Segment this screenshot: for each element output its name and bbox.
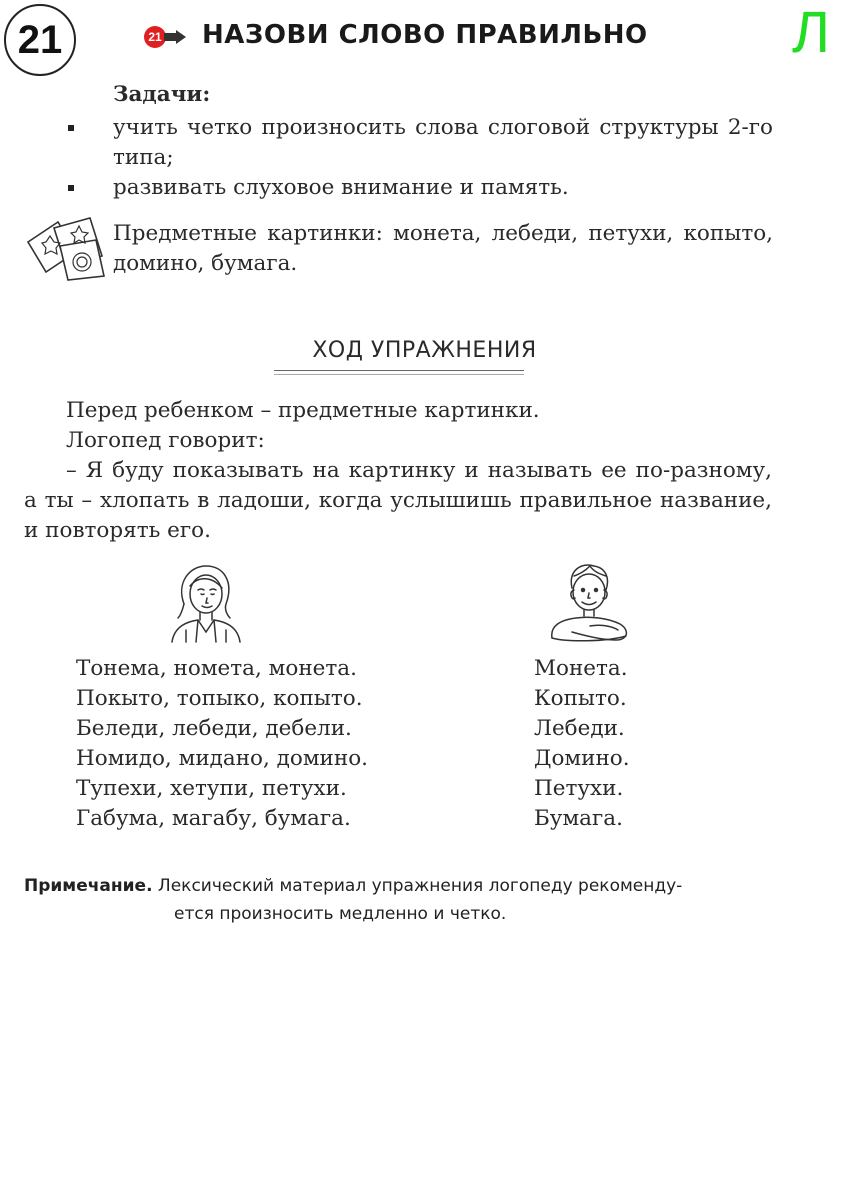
materials-text: Предметные картинки: монета, лебеди, петухи, копыто, домино, бумага. [113,221,773,276]
word-line: Тонема, номета, монета. [76,656,357,681]
exercise-badge [144,26,188,48]
word-line: Лебеди. [534,716,625,741]
note-label: Примечание. [24,876,153,896]
child-words [534,654,630,834]
paragraph: – Я буду показывать на картинку и называть ее по-разному, а ты – хлопать в ладоши, когда услышишь правильное название, и повторять его. [24,458,772,543]
page-title: НАЗОВИ СЛОВО ПРАВИЛЬНО [202,20,648,50]
section-heading: ХОД УПРАЖНЕНИЯ [312,338,537,363]
heading-underline [274,370,524,375]
word-line: Петухи. [534,776,624,801]
word-line: Номидо, мидано, домино. [76,746,368,771]
task-text: учить четко произносить слова слоговой структуры 2-го типа; [113,115,773,170]
task-text: развивать слуховое внимание и память. [113,175,569,200]
tasks-heading: Задачи: [113,82,211,107]
exercise-number: 21 [4,4,76,76]
word-line: Копыто. [534,686,627,711]
child-icon [546,560,632,644]
corner-letter: Л [792,0,831,65]
note-text-line1: Лексический материал упражнения логопеду рекоменду- [152,876,683,896]
note-text-line2: ется произносить медленно и четко. [174,904,507,924]
note [24,872,784,928]
paragraph: Перед ребенком – предметные картинки. [66,398,540,423]
word-line: Бумага. [534,806,623,831]
word-line: Тупехи, хетупи, петухи. [76,776,347,801]
word-line: Монета. [534,656,628,681]
bullet-icon [68,185,74,191]
paragraph: Логопед говорит: [66,428,265,453]
word-line: Покыто, топыко, копыто. [76,686,363,711]
picture-cards-icon [24,212,108,282]
therapist-words [76,654,368,834]
word-line: Беледи, лебеди, дебели. [76,716,352,741]
bullet-icon [68,125,74,131]
word-line: Домино. [534,746,630,771]
word-line: Габума, магабу, бумага. [76,806,351,831]
arrow-icon [164,30,186,44]
badge-number: 21 [144,26,166,48]
speech-therapist-icon [168,562,244,644]
